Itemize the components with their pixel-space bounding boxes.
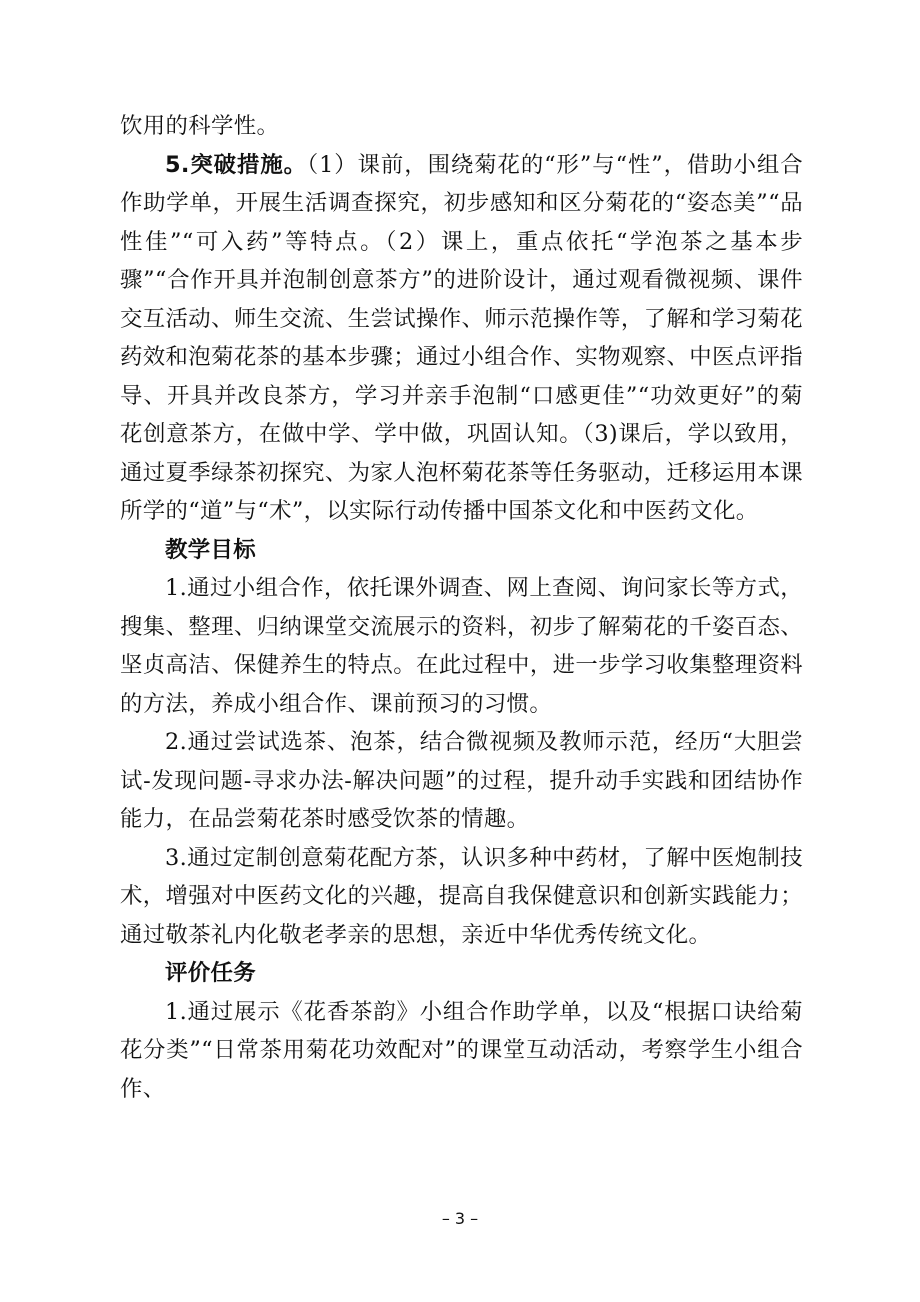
evaluation-heading: 评价任务 <box>165 960 256 986</box>
breakthrough-label: 5.突破措施。 <box>165 151 307 178</box>
page-number: – 3 – <box>441 1209 479 1228</box>
goal-item: 2.通过尝试选茶、泡茶，结合微视频及教师示范，经历“大胆尝试-发现问题-寻求办法-解决问题”的过程，提升动手实践和团结协作能力，在品尝菊花茶时感受饮茶的情趣。 <box>120 729 803 832</box>
breakthrough-text: （1）课前，围绕菊花的“形”与“性”，借助小组合作助学单，开展生活调查探究，初步感知和区分菊花的“姿态美”“品性佳”“可入药”等特点。（2）课上，重点依托“学泡茶之基本步骤”“合作开具并泡制创意茶方”的进阶设计，通过观看微视频、课件交互活动、师生交流、生尝试操作、师示范操作等，了解和学习菊花药效和泡菊花茶的基本步骤；通过小组合作、实物观察、中医点评指导、开具并改良茶方，学习并亲手泡制“口感更佳”“功效更好”的菊花创意茶方，在做中学、学中做，巩固认知。（3)课后，学以致用，通过夏季绿茶初探究、为家人泡杯菊花茶等任务驱动，迁移运用本课所学的“道”与“术”，以实际行动传播中国茶文化和中医药文化。 <box>120 151 803 524</box>
breakthrough-paragraph <box>120 146 803 531</box>
goal-item: 1.通过小组合作，依托课外调查、网上查阅、询问家长等方式，搜集、整理、归纳课堂交流展示的资料，初步了解菊花的千姿百态、坚贞高洁、保健养生的特点。在此过程中，进一步学习收集整理资料的方法，养成小组合作、课前预习的习惯。 <box>120 575 803 717</box>
evaluation-item: 1.通过展示《花香茶韵》小组合作助学单，以及“根据口诀给菊花分类”“日常茶用菊花功效配对”的课堂互动活动，考察学生小组合作、 <box>120 998 803 1102</box>
goals-heading: 教学目标 <box>165 536 256 563</box>
document-body <box>120 107 803 1108</box>
intro-paragraph: 饮用的科学性。 <box>120 113 280 139</box>
goal-item: 3.通过定制创意菊花配方茶，认识多种中药材，了解中医炮制技术，增强对中医药文化的兴趣，提高自我保健意识和创新实践能力；通过敬茶礼内化敬老孝亲的思想，亲近中华优秀传统文化。 <box>120 844 803 948</box>
